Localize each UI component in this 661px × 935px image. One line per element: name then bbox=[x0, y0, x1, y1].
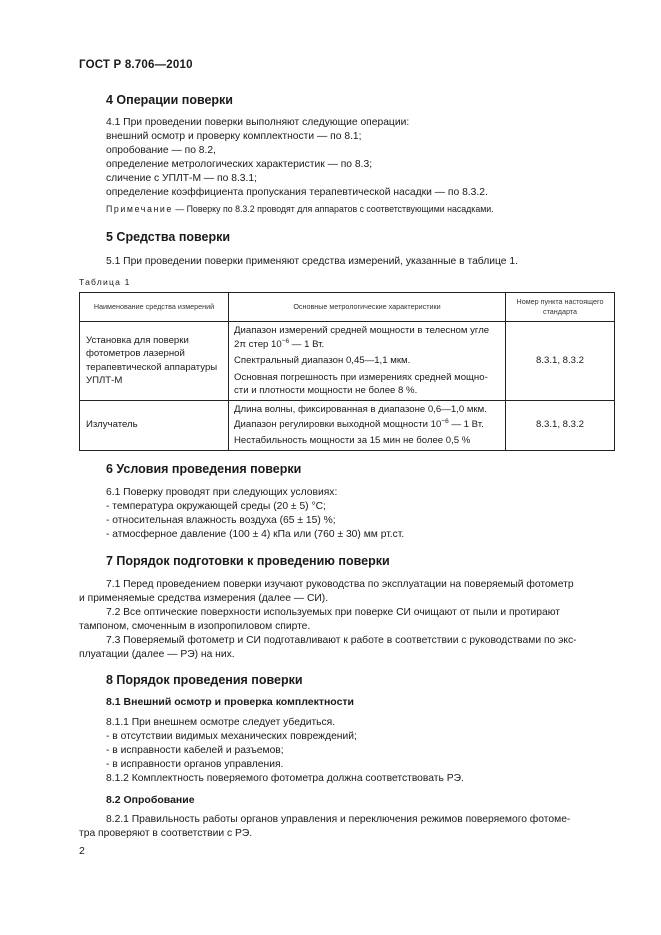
section-5-title: 5 Средства поверки bbox=[106, 230, 231, 244]
char-text: 2π стер 10 bbox=[234, 338, 282, 350]
s7-p3-line1: 7.3 Поверяемый фотометр и СИ подготавливают к работе в соответствии с руководствами по экс- bbox=[106, 635, 577, 646]
char-exponent: −6 bbox=[441, 418, 449, 426]
table-cell-characteristics bbox=[229, 400, 506, 450]
char-text: Диапазон регулировки выходной мощности 10 bbox=[234, 419, 442, 431]
table-cell-ref: 8.3.1, 8.3.2 bbox=[506, 400, 615, 450]
s8-p821-line2: тра проверяют в соответствии с РЭ. bbox=[79, 828, 253, 839]
s8-item: - в исправности органов управления. bbox=[106, 759, 284, 770]
table-cell-name: Установка для поверки фотометров лазерной терапевтической аппаратуры УПЛТ-М bbox=[80, 322, 229, 401]
table-header-row bbox=[80, 293, 615, 322]
s8-item: - в исправности кабелей и разъемов; bbox=[106, 745, 284, 756]
s6-item: - относительная влажность воздуха (65 ± 15) %; bbox=[106, 515, 336, 526]
s7-p2-line2: тампоном, смоченным в изопропиловом спирте. bbox=[79, 621, 311, 632]
char-exponent: −6 bbox=[281, 337, 290, 345]
s4-item: внешний осмотр и проверку комплектности — по 8.1; bbox=[106, 131, 362, 142]
table-cell-ref: 8.3.1, 8.3.2 bbox=[506, 322, 615, 401]
s6-paragraph: 6.1 Поверку проводят при следующих условиях: bbox=[106, 487, 338, 498]
page-number: 2 bbox=[79, 845, 85, 857]
s6-item: - атмосферное давление (100 ± 4) кПа или (760 ± 30) мм рт.ст. bbox=[106, 529, 405, 540]
document-header: ГОСТ Р 8.706—2010 bbox=[79, 59, 193, 71]
char-line: Спектральный диапазон 0,45—1,1 мкм. bbox=[234, 355, 411, 366]
section-4-title: 4 Операции поверки bbox=[106, 93, 233, 107]
char-text: — 1 Вт. bbox=[448, 419, 484, 431]
table-row bbox=[80, 400, 615, 450]
char-line: Диапазон измерений средней мощности в телесном угле bbox=[234, 325, 490, 336]
char-line bbox=[234, 418, 500, 432]
char-line: Длина волны, фиксированная в диапазоне 0,6—1,0 мкм. bbox=[234, 403, 487, 415]
char-text: — 1 Вт. bbox=[289, 338, 325, 350]
s7-p2-line1: 7.2 Все оптические поверхности используемых при поверке СИ очищают от пыли и протирают bbox=[106, 607, 560, 618]
table-header-cell: Номер пункта настоящего стандарта bbox=[506, 293, 615, 322]
s8-p812: 8.1.2 Комплектность поверяемого фотометра должна соответствовать РЭ. bbox=[106, 773, 464, 784]
note-text: — Поверку по 8.3.2 проводят для аппаратов с соответствующими насадками. bbox=[172, 204, 494, 214]
section-7-title: 7 Порядок подготовки к проведению поверки bbox=[106, 554, 390, 568]
char-line: сти и плотности мощности не более 8 %. bbox=[234, 385, 418, 396]
table-cell-name: Излучатель bbox=[80, 400, 229, 450]
s4-item: определение метрологических характеристик — по 8.3; bbox=[106, 159, 373, 170]
s4-item: сличение с УПЛТ-М — по 8.3.1; bbox=[106, 173, 257, 184]
subsection-8-1-title: 8.1 Внешний осмотр и проверка комплектности bbox=[106, 696, 355, 708]
table-header-cell: Основные метрологические характеристики bbox=[229, 293, 506, 322]
s4-note bbox=[106, 204, 494, 214]
section-6-title: 6 Условия проведения поверки bbox=[106, 462, 302, 476]
s7-p1-line1: 7.1 Перед проведением поверки изучают руководства по эксплуатации на поверяемый фотометр bbox=[106, 579, 574, 590]
table-cell-characteristics bbox=[229, 322, 506, 401]
table-row bbox=[80, 322, 615, 401]
s8-p811: 8.1.1 При внешнем осмотре следует убедиться. bbox=[106, 717, 336, 728]
subsection-8-2-title: 8.2 Опробование bbox=[106, 794, 195, 806]
s7-p1-line2: и применяемые средства измерения (далее — СИ). bbox=[79, 593, 329, 604]
table-header-cell: Наименование средства измерений bbox=[80, 293, 229, 322]
table-caption: Таблица 1 bbox=[79, 277, 131, 287]
s4-intro: 4.1 При проведении поверки выполняют следующие операции: bbox=[106, 117, 410, 128]
char-line bbox=[234, 338, 500, 352]
table-1 bbox=[79, 292, 615, 451]
section-8-title: 8 Порядок проведения поверки bbox=[106, 673, 303, 687]
s6-item: - температура окружающей среды (20 ± 5) °С; bbox=[106, 501, 326, 512]
note-label: Примечание bbox=[106, 204, 173, 214]
s5-paragraph: 5.1 При проведении поверки применяют средства измерений, указанные в таблице 1. bbox=[106, 256, 518, 267]
s4-item: определение коэффициента пропускания терапевтической насадки — по 8.3.2. bbox=[106, 187, 488, 198]
s8-item: - в отсутствии видимых механических повреждений; bbox=[106, 731, 357, 742]
s8-p821-line1: 8.2.1 Правильность работы органов управления и переключения режимов поверяемого фотоме- bbox=[106, 814, 571, 825]
s4-item: опробование — по 8.2, bbox=[106, 145, 216, 156]
s7-p3-line2: плуатации (далее — РЭ) на них. bbox=[79, 649, 235, 660]
char-line: Основная погрешность при измерениях средней мощно- bbox=[234, 371, 488, 383]
char-line: Нестабильность мощности за 15 мин не более 0,5 % bbox=[234, 434, 471, 446]
